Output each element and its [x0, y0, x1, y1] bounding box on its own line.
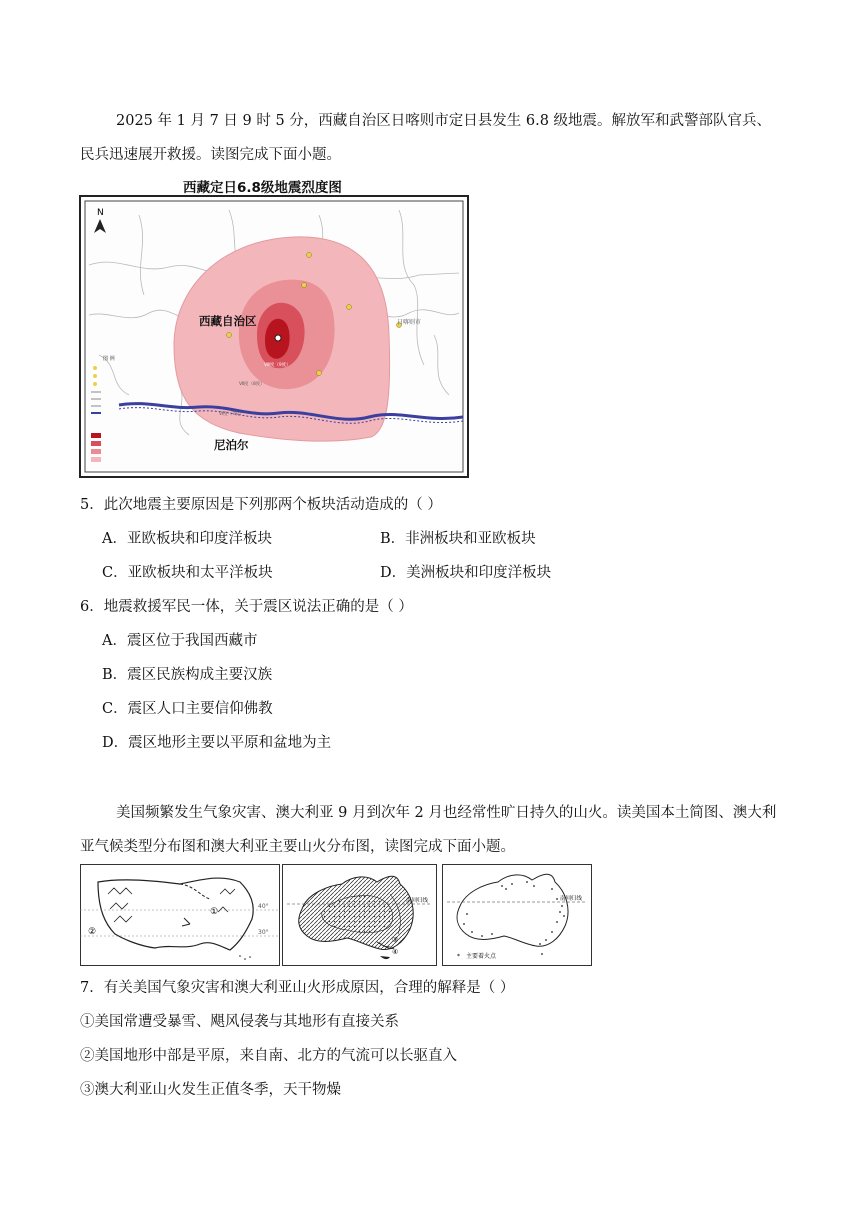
q7-stem: 7．有关美国气象灾害和澳大利亚山火形成原因，合理的解释是（ ）	[80, 980, 515, 996]
intensity-label-7: Ⅶ度（8度）	[239, 382, 265, 387]
us-label-1: ①	[210, 907, 219, 917]
us-label-30: 30°	[258, 929, 269, 936]
q6-option-d: D．震区地形主要以平原和盆地为主	[102, 735, 332, 751]
aus-climate-tropic-label: 南回归线	[406, 898, 429, 904]
q6-option-b: B．震区民族构成主要汉族	[102, 667, 273, 683]
label-tibet: 西藏自治区	[199, 314, 257, 328]
q5-option-d: D．美洲板块和印度洋板块	[380, 565, 552, 581]
fire-point-legend-icon: *	[457, 953, 460, 960]
q7-statement-1: ①美国常遭受暴雪、飓风侵袭与其地形有直接关系	[80, 1014, 399, 1030]
australia-fire-map	[442, 864, 592, 966]
q7-statement-2: ②美国地形中部是平原，来自南、北方的气流可以长驱直入	[80, 1048, 457, 1064]
label-shigatse: 日喀则市	[397, 319, 422, 326]
aus-fire-legend-label: 主要着火点	[466, 953, 497, 960]
q5-option-a: A．亚欧板块和印度洋板块	[102, 531, 272, 547]
q5-stem: 5．此次地震主要原因是下列那两个板块活动造成的（ ）	[80, 497, 442, 513]
q7-statement-3: ③澳大利亚山火发生正值冬季，天干物燥	[80, 1082, 341, 1098]
map1-title: 西藏定日6.8级地震烈度图	[183, 180, 342, 196]
earthquake-intensity-map	[79, 195, 469, 478]
intensity-label-8: Ⅷ度（9度）	[264, 363, 291, 368]
intensity-label-6: Ⅵ度（7度）	[219, 412, 245, 417]
intro-paragraph-2: 美国频繁发生气象灾害、澳大利亚 9 月到次年 2 月也经常性旷日持久的山火。读美国本土简图、澳大利亚气候类型分布图和澳大利亚主要山火分布图，读图完成下面小题。	[80, 805, 777, 855]
aus-climate-label-4: ④	[392, 948, 399, 956]
epicenter-marker	[275, 335, 281, 341]
intro-paragraph-1: 2025 年 1 月 7 日 9 时 5 分，西藏自治区日喀则市定日县发生 6.8 级地震。解放军和武警部队官兵、民兵迅速展开救援。读图完成下面小题。	[80, 113, 772, 163]
us-label-2: ②	[88, 927, 97, 937]
q6-option-c: C．震区人口主要信仰佛教	[102, 701, 273, 717]
q5-option-c: C．亚欧板块和太平洋板块	[102, 565, 273, 581]
label-nepal: 尼泊尔	[214, 438, 249, 452]
svg-text:图 例: 图 例	[103, 356, 115, 362]
us-label-40: 40°	[258, 903, 269, 910]
q6-stem: 6．地震救援军民一体，关于震区说法正确的是（ ）	[80, 599, 413, 615]
north-label: N	[97, 208, 104, 218]
us-outline-map	[80, 864, 280, 966]
aus-fire-tropic-label: 南回归线	[560, 896, 583, 902]
aus-climate-label-3: ③	[392, 936, 399, 944]
q5-option-b: B．非洲板块和亚欧板块	[380, 531, 536, 547]
q6-option-a: A．震区位于我国西藏市	[102, 633, 258, 649]
australia-climate-map	[282, 864, 437, 966]
